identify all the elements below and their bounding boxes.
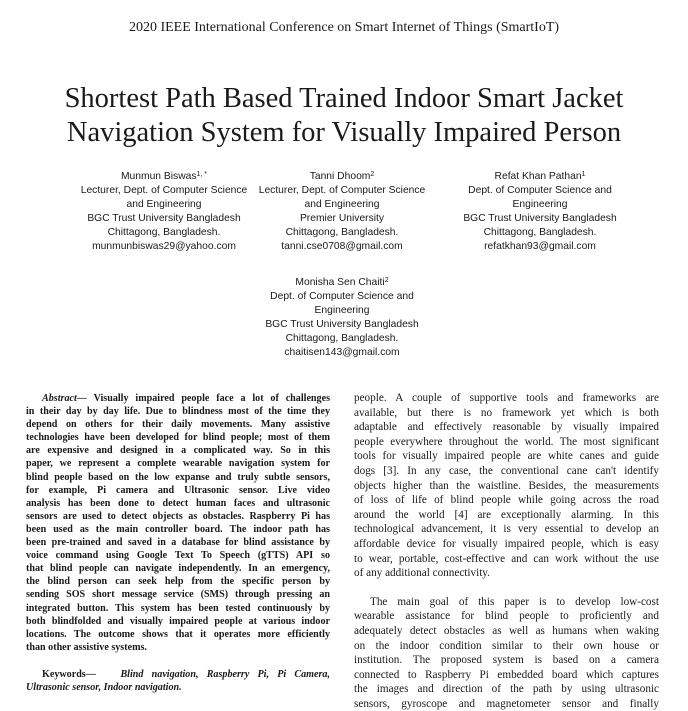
author-name: Tanni Dhoom$^2$	[309, 171, 375, 182]
abstract-line: the blind person can seek help from the specific person by	[26, 576, 330, 588]
abstract-line: for example, Pi camera and Ultrasonic sensor. Live video	[26, 484, 330, 496]
body-line: sensors, gyroscope and magnetometer sensor and finally	[354, 697, 659, 710]
body-line: objects higher than the waistline. Besides, the measurements	[354, 479, 659, 492]
author-block-2	[232, 170, 452, 254]
author-affiliation: Chittagong, Bangladesh.	[285, 227, 399, 238]
body-line: tools for visually impaired people are white canes and guide	[354, 450, 659, 463]
body-paragraph-1	[354, 391, 659, 581]
keywords-line: Keywords— Blind navigation, Raspberry Pi, Pi Camera,	[42, 668, 330, 680]
body-line: adaptable and effectively reasonable by visually impaired	[354, 421, 659, 434]
abstract-line: sending SOS short message service (SMS) through pressing an	[26, 589, 330, 601]
body-line: The main goal of this paper is to develop low-cost	[370, 595, 659, 608]
keywords-line: Ultrasonic sensor, Indoor navigation.	[26, 681, 182, 693]
author-block-4	[232, 276, 452, 360]
author-affiliation: and Engineering	[126, 199, 202, 210]
keywords	[26, 668, 330, 694]
abstract-line: that blind people can navigate independently. In an emergency,	[26, 563, 330, 575]
body-line: institution. The proposed system is based on a camera	[354, 654, 659, 667]
author-email: refatkhan93@gmail.com	[484, 241, 596, 252]
author-affiliation: BGC Trust University Bangladesh	[265, 319, 419, 330]
abstract-line: blind people based on the low expanse and truly subtle sensors,	[26, 471, 330, 483]
author-name: Refat Khan Pathan$^1$	[494, 171, 586, 182]
author-affiliation: BGC Trust University Bangladesh	[87, 213, 241, 224]
abstract-line: Abstract— Visually impaired people face a lot of challenges	[42, 393, 330, 404]
abstract-line: integrated button. This system has been tested continuously by	[26, 602, 330, 614]
author-affiliation: and Engineering	[304, 199, 380, 210]
body-line: around the world [4] are exceptionally alarming. In this	[354, 508, 659, 521]
body-line: wearable assistance for blind people to proficiently and	[354, 610, 659, 623]
body-line: people everywhere throughout the world. The most significant	[354, 435, 659, 448]
author-affiliation: Lecturer, Dept. of Computer Science	[80, 185, 248, 196]
abstract-line: voice command using Google Text To Speech (gTTS) API so	[26, 550, 330, 562]
author-affiliation: Chittagong, Bangladesh.	[107, 227, 221, 238]
body-line: to wear, portable, cost-effective and can work without the use	[354, 552, 659, 565]
abstract-line: both blindfolded and visually impaired people at various indoor	[26, 615, 330, 627]
abstract-heading: Abstract—	[42, 393, 87, 404]
title-line-1: Shortest Path Based Trained Indoor Smart Jacket	[64, 83, 624, 114]
author-affiliation: Premier University	[299, 213, 385, 224]
author-affiliation: Lecturer, Dept. of Computer Science	[258, 185, 426, 196]
abstract-line: in their day by day life. Due to blindness most of the time they	[26, 406, 330, 418]
abstract-line: are expensive and designed in a complicated way. So in this	[26, 445, 330, 457]
author-affiliation: Dept. of Computer Science and	[468, 185, 612, 196]
body-line: affordable device for visually impaired people, which is easy	[354, 537, 659, 550]
body-line: on the indoor condition similar to their own house or	[354, 639, 659, 652]
author-block-3	[430, 170, 650, 254]
paper-title	[20, 82, 668, 150]
abstract-line: than other assistive systems.	[26, 641, 147, 653]
author-email: tanni.cse0708@gmail.com	[281, 241, 403, 252]
author-affiliation: Dept. of Computer Science and	[270, 291, 414, 302]
body-paragraph-2	[354, 595, 659, 711]
abstract	[26, 392, 330, 654]
conference-header: 2020 IEEE International Conference on Smart Internet of Things (SmartIoT)	[128, 20, 560, 35]
body-line: the images and direction of the path by using ultrasonic	[354, 683, 659, 696]
author-name: Munmun Biswas$^{1, *}$	[120, 171, 208, 182]
body-line: dogs [3]. In any case, the conventional cane can't identify	[354, 464, 659, 477]
body-line: technological advancement, it is very essential to develop an	[354, 523, 659, 536]
author-affiliation: Engineering	[512, 199, 568, 210]
abstract-line: technologies have been developed for blind people; most of them	[26, 432, 330, 444]
author-email: chaitisen143@gmail.com	[284, 347, 400, 358]
abstract-line: analysis has been done to detect human faces and ultrasonic	[26, 497, 330, 509]
author-affiliation: Chittagong, Bangladesh.	[483, 227, 597, 238]
abstract-line: depend on others for their daily movements. Many assistive	[26, 419, 330, 431]
abstract-line: paper, we represent a complete wearable navigation system for	[26, 458, 330, 470]
body-line: available, but there is no framework yet which is both	[354, 406, 659, 419]
body-line: of any additional connectivity.	[354, 567, 490, 580]
body-line: connected to Raspberry Pi embedded board which captures	[354, 668, 659, 681]
body-line: of loss of life of blind people while going across the road	[354, 494, 659, 507]
left-column	[26, 392, 330, 694]
abstract-line: locations. The outcome shows that it operates more efficiently	[26, 628, 330, 640]
keywords-heading: Keywords—	[42, 668, 96, 680]
author-email: munmunbiswas29@yahoo.com	[92, 241, 236, 252]
right-column	[354, 391, 659, 710]
author-name: Monisha Sen Chaiti$^2$	[295, 277, 389, 288]
title-line-2: Navigation System for Visually Impaired Person	[66, 117, 622, 148]
abstract-line: sensors are used to detect objects as obstacles. Raspberry Pi has	[26, 510, 330, 522]
author-affiliation: Engineering	[314, 305, 370, 316]
body-line: people. A couple of supportive tools and frameworks are	[354, 392, 659, 404]
author-affiliation: BGC Trust University Bangladesh	[463, 213, 617, 224]
abstract-line: been used as the main controller board. The indoor path has	[26, 523, 330, 535]
author-affiliation: Chittagong, Bangladesh.	[285, 333, 399, 344]
abstract-line: been pre-trained and saved in a database for blind assistance by	[26, 537, 330, 549]
body-line: adequately detect obstacles as well as humans when waking	[354, 624, 659, 637]
